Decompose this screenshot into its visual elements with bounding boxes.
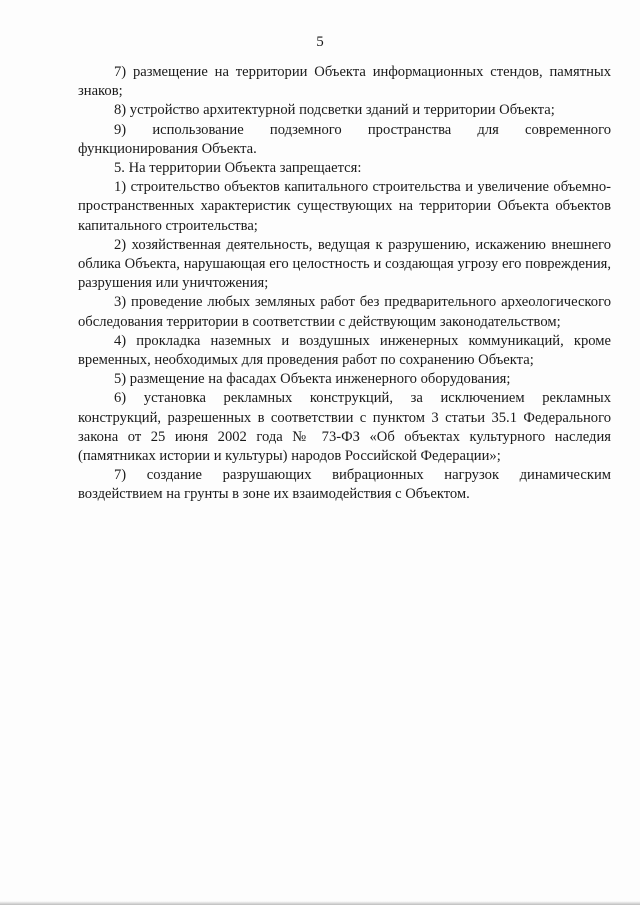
prohibition-item-5: 5) размещение на фасадах Объекта инженерного оборудования; (114, 371, 511, 388)
prohibition-item-7: 7) создание разрушающих вибрационных нагрузок динамическим воздействием на грунты в зоне их взаимодействия с Объектом. (78, 467, 611, 503)
prohibition-item-3: 3) проведение любых земляных работ без предварительного археологического обследования территории в соответствии с действующим законодательством; (78, 294, 611, 330)
prohibition-item-6: 6) установка рекламных конструкций, за исключением рекламных конструкций, разрешенных в соответствии с пунктом 3 статьи 35.1 Федерального закона от 25 июня 2002 года № 73-ФЗ «Об объектах культурного наследия (памятниках истории и культуры) народов Российской Федерации»; (78, 390, 611, 465)
prohibition-item-1: 1) строительство объектов капитального строительства и увеличение объемно-пространственных характеристик существующих на территории Объекта объектов капитального строительства; (78, 179, 611, 234)
document-body (78, 63, 611, 505)
paragraph-item-9-underground: 9) использование подземного пространства для современного функционирования Объекта. (78, 121, 611, 157)
page-number: 5 (316, 34, 324, 50)
section-5-heading: 5. На территории Объекта запрещается: (114, 160, 362, 177)
paragraph-item-8-lighting: 8) устройство архитектурной подсветки зданий и территории Объекта; (114, 102, 555, 119)
paragraph-item-7-info-stands: 7) размещение на территории Объекта информационных стендов, памятных знаков; (78, 64, 611, 100)
prohibition-item-2: 2) хозяйственная деятельность, ведущая к разрушению, искажению внешнего облика Объекта, нарушающая его целостность и создающая угрозу его повреждения, разрушения или уничтожения; (78, 236, 611, 292)
scan-bottom-edge (0, 901, 640, 905)
prohibition-item-4: 4) прокладка наземных и воздушных инженерных коммуникаций, кроме временных, необходимых для проведения работ по сохранению Объекта; (78, 332, 611, 369)
